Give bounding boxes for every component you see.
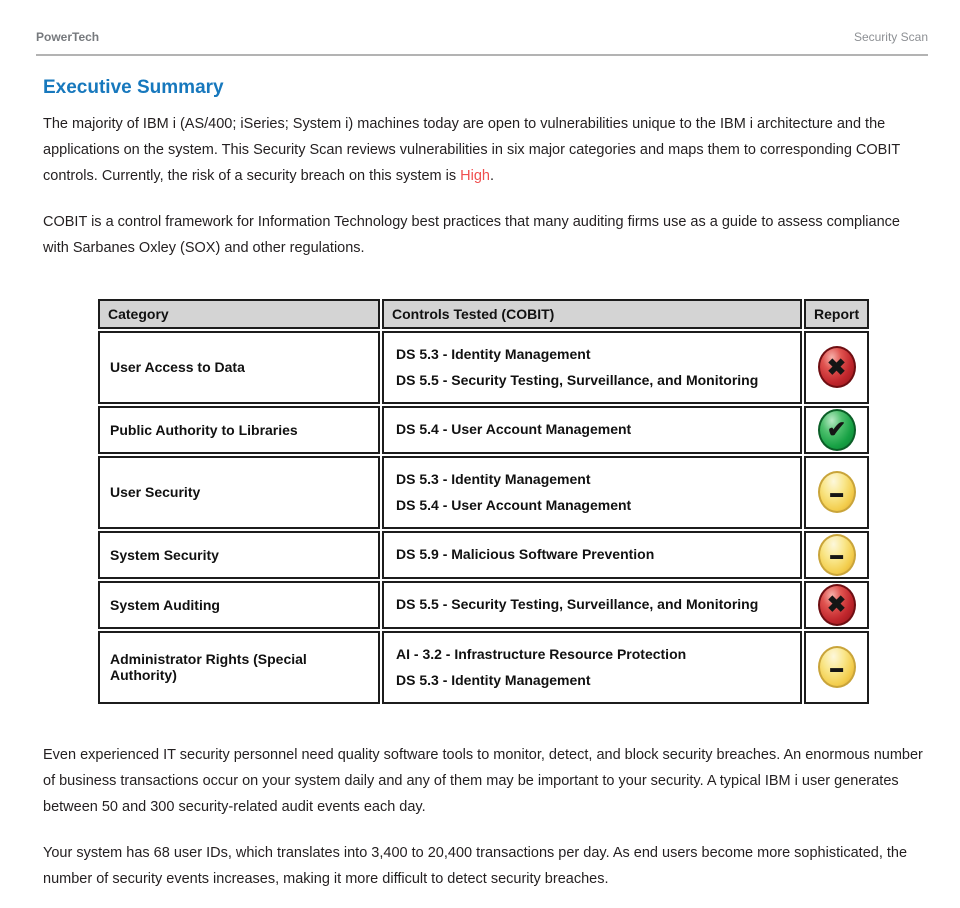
controls-column-header: Controls Tested (COBIT)	[382, 299, 802, 329]
report-cell	[804, 406, 869, 454]
controls-cell	[382, 456, 802, 529]
control-item: DS 5.4 - User Account Management	[396, 421, 632, 438]
category-cell: Administrator Rights (Special Authority)	[98, 631, 380, 704]
control-item: DS 5.5 - Security Testing, Surveillance, and Monitoring	[396, 596, 759, 613]
category-cell: User Security	[98, 456, 380, 529]
report-cell	[804, 456, 869, 529]
risk-level-value: High	[460, 167, 490, 184]
summary-table-head	[98, 299, 869, 329]
table-row	[98, 581, 869, 629]
controls-cell	[382, 531, 802, 579]
control-item: DS 5.3 - Identity Management	[396, 671, 591, 688]
brand-logo-text: PowerTech	[36, 30, 100, 44]
category-cell: User Access to Data	[98, 331, 380, 404]
table-row	[98, 631, 869, 704]
category-column-header: Category	[98, 299, 380, 329]
controls-cell	[382, 631, 802, 704]
report-content	[0, 78, 960, 892]
document-title: Security Scan	[853, 30, 928, 44]
control-item: DS 5.5 - Security Testing, Surveillance, and Monitoring	[396, 371, 759, 388]
control-item: DS 5.3 - Identity Management	[396, 470, 591, 487]
cobit-paragraph: COBIT is a control framework for Information Technology best practices that many auditing firms use as a guide to assess compliance with Sarbanes Oxley (SOX) and other regulations.	[43, 213, 900, 256]
intro-text-end: .	[490, 167, 495, 184]
controls-cell	[382, 581, 802, 629]
control-item: DS 5.4 - User Account Management	[396, 496, 632, 513]
pass-check-icon: ✔	[818, 409, 856, 451]
table-row	[98, 331, 869, 404]
report-column-header: Report	[804, 299, 869, 329]
warning-minus-icon: ▬	[818, 534, 856, 576]
category-cell: Public Authority to Libraries	[98, 406, 380, 454]
system-paragraph: Your system has 68 user IDs, which translates into 3,400 to 20,400 transactions per day. As end users become more sophisticated, the number of security events increases, making it more difficult to detect security breaches.	[43, 844, 908, 887]
report-cell	[804, 631, 869, 704]
summary-table-body	[98, 331, 869, 704]
intro-text: The majority of IBM i (AS/400; iSeries; System i) machines today are open to vulnerabilities unique to the IBM i architecture and the applications on the system. This Security Scan reviews vulnerabilities in six major categories and maps them to corresponding COBIT controls. Currently, the risk of a security breach on this system is	[43, 115, 900, 184]
controls-cell	[382, 406, 802, 454]
table-row	[98, 406, 869, 454]
warning-minus-icon: ▬	[818, 471, 856, 513]
header-row	[98, 299, 869, 329]
report-cell	[804, 581, 869, 629]
control-item: AI - 3.2 - Infrastructure Resource Protection	[396, 645, 687, 662]
control-item: DS 5.9 - Malicious Software Prevention	[396, 546, 655, 563]
controls-cell	[382, 331, 802, 404]
table-row	[98, 456, 869, 529]
header-divider	[36, 54, 928, 56]
warning-minus-icon: ▬	[818, 646, 856, 688]
table-row	[98, 531, 869, 579]
summary-table-container	[96, 297, 924, 706]
intro-paragraph	[43, 111, 924, 189]
category-cell: System Security	[98, 531, 380, 579]
report-cell	[804, 531, 869, 579]
tools-paragraph: Even experienced IT security personnel need quality software tools to monitor, detect, and block security breaches. An enormous number of business transactions occur on your system daily and any of them may be important to your security. A typical IBM i user generates between 50 and 300 security-related audit events each day.	[43, 746, 923, 815]
control-item: DS 5.3 - Identity Management	[396, 345, 591, 362]
report-cell	[804, 331, 869, 404]
page-header	[0, 0, 960, 44]
category-cell: System Auditing	[98, 581, 380, 629]
section-title: Executive Summary	[43, 77, 224, 98]
summary-table	[96, 297, 871, 706]
fail-x-icon: ✖	[818, 584, 856, 626]
fail-x-icon: ✖	[818, 346, 856, 388]
